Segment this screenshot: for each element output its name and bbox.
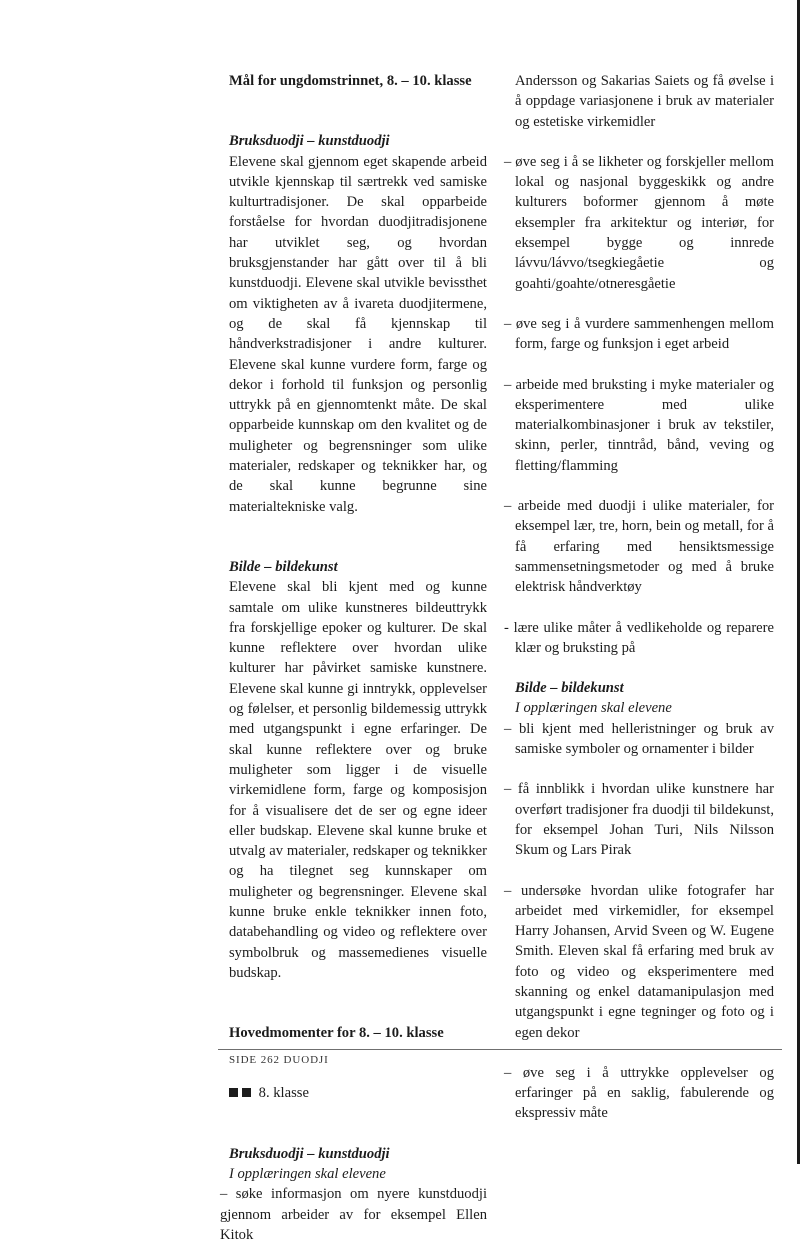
- subsection-title: Bruksduodji – kunstduodji: [229, 133, 390, 150]
- paragraph: Elevene skal gjennom eget skapende arbeid utvikle kjennskap til særtrekk ved samiske kulturtradisjoner. De skal opparbeide forståelse for hvordan duodjitradisjonene har utviklet seg, og hvordan bruksgjenstander har gått over til å bli kunstduodji. Elevene skal utvikle bevissthet om viktigheten av å ivareta duodjitermene, og de skal få kjennskap til håndverkstradisjoner i andre kulturer. Elevene skal kunne vurdere form, farge og dekor i forhold til funksjon og personlig uttrykk på en gjennomtenkt måte. De skal opparbeide kunnskap om den kvalitet og de muligheter og begrensninger som ulike materialer, redskaper og teknikker har, og de skal kunne begrunne sine materialtekniske valg.: [229, 153, 487, 515]
- paragraph: Elevene skal bli kjent med og kunne samtale om ulike kunstneres bildeuttrykk fra forskjellige epoker og kulturer. De skal kunne reflektere over hvordan ulike kulturer har påvirket samiske kunstnere. Elevene skal kunne gi inntrykk, opplevelser og følelser, et personlig bildemessig uttrykk med utgangspunkt i egne erfaringer. De skal kunne reflektere over og bruke muligheter som ligger i de visuelle virkemidlene form, farge og komposisjon for å visualisere det de ser og egne ideer eller budskap. Elevene skal kunne bruke et utvalg av materialer, redskaper og teknikker og ha tilegnet seg kunnskaper om muligheter og begrensninger. Elevene skal kunne bruke enkle teknikker innen foto, databehandling og video og reflektere over symbolbruk og massemedienes visuelle budskap.: [229, 579, 487, 981]
- footer-rule: [218, 1049, 782, 1050]
- subsection-subtitle: I opplæringen skal elevene: [515, 700, 672, 717]
- subsection-title: Bruksduodji – kunstduodji: [229, 1145, 390, 1162]
- list-item: – få innblikk i hvordan ulike kunstnere har overført tradisjoner fra duodji til bildekunst, for eksempel Johan Turi, Nils Nilsson Skum og Lars Pirak: [504, 781, 774, 859]
- list-item: – søke informasjon om nyere kunstduodji gjennom arbeider av for eksempel Ellen Kitok: [220, 1186, 487, 1243]
- list-item: – arbeide med bruksting i myke materialer og eksperimentere med ulike materialkombinasjoner i bruk av tekstiler, skinn, perler, tinntråd, bånd, veving og fletting/flamming: [504, 376, 774, 474]
- section-heading: Hovedmomenter for 8. – 10. klasse: [229, 1025, 444, 1042]
- list-item: – bli kjent med helleristninger og bruk av samiske symboler og ornamenter i bilder: [504, 720, 774, 758]
- right-column: [504, 71, 774, 1124]
- grade-label: [229, 1083, 487, 1103]
- list-item-continued: Andersson og Sakarias Saiets og få øvelse i å oppdage variasjonene i bruk av materialer og estetiske virkemidler: [515, 73, 774, 130]
- left-column: [220, 71, 487, 1245]
- list-item: – øve seg i å se likheter og forskjeller mellom lokal og nasjonal byggeskikk og andre kulturers boformer gjennom å møte eksempler fra arkitektur og interiør, for eksempel bygge og innrede lávvu/lávvo/tsegkiegåetie og goahti/goahte/otneresgåetie: [504, 153, 774, 292]
- square-bullet-icon: [229, 1088, 238, 1097]
- subsection-title: Bilde – bildekunst: [229, 558, 338, 575]
- list-item: – undersøke hvordan ulike fotografer har arbeidet med virkemidler, for eksempel Harry Johansen, Arvid Sveen og W. Eugene Smith. Eleven skal få erfaring med bruk av foto og video og eksperimentere med skanning og enkel datamanipulasjon med utgangspunkt i egne tegninger og foto og i egen dekor: [504, 882, 774, 1041]
- list-item: - lære ulike måter å vedlikeholde og reparere klær og bruksting på: [504, 619, 774, 656]
- subsection-title: Bilde – bildekunst: [515, 680, 624, 697]
- grade-text: 8. klasse: [258, 1085, 309, 1102]
- list-item: – øve seg i å vurdere sammenhengen mellom form, farge og funksjon i eget arbeid: [504, 315, 774, 353]
- list-item: – øve seg i å uttrykke opplevelser og erfaringer på en saklig, fabulerende og ekspressiv måte: [504, 1064, 774, 1122]
- page-footer: SIDE 262 DUODJI: [229, 1054, 329, 1066]
- list-item: – arbeide med duodji i ulike materialer, for eksempel lær, tre, horn, bein og metall, for å få erfaring med hensiktsmessige sammensetningsmetoder og med å bruke elektrisk håndverktøy: [504, 498, 774, 596]
- subsection-subtitle: I opplæringen skal elevene: [229, 1166, 386, 1183]
- square-bullet-icon: [242, 1088, 251, 1097]
- section-heading: Mål for ungdomstrinnet, 8. – 10. klasse: [229, 73, 472, 89]
